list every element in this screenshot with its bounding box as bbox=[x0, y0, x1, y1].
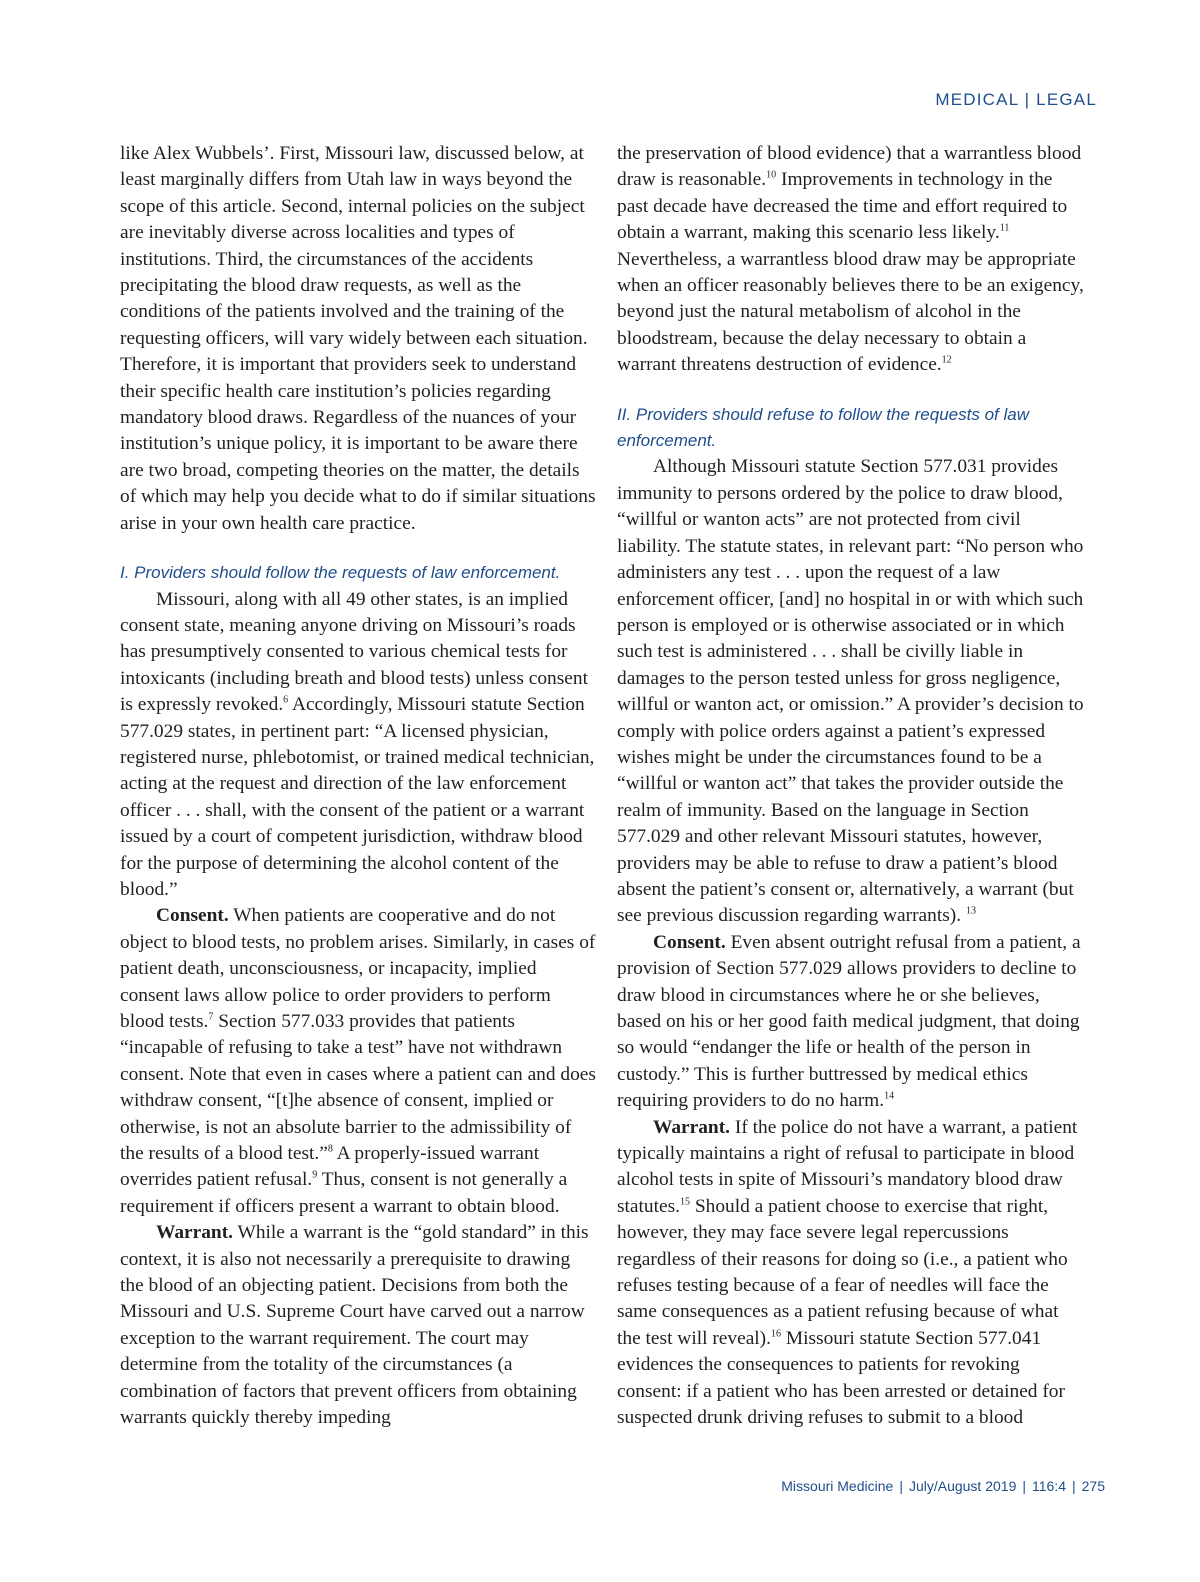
footnote-ref: 15 bbox=[680, 1196, 691, 1208]
immunity-paragraph bbox=[617, 454, 1087, 929]
warrant-run-in-heading: Warrant. bbox=[653, 1116, 731, 1138]
footnote-ref: 7 bbox=[208, 1011, 214, 1023]
paragraph-text: Accordingly, Missouri statute Section 577.029 states, in pertinent part: “A licensed physician, registered nurse, phlebotomist, or trained medical technician, acting at the request and direction of the law enforcement officer . . . shall, with the consent of the patient or a warrant issued by a court of competent jurisdiction, withdraw blood for the purpose of determining the alcohol content of the blood.” bbox=[120, 694, 595, 900]
footnote-ref: 6 bbox=[283, 694, 289, 706]
page-number: 275 bbox=[1081, 1478, 1105, 1494]
implied-consent-paragraph bbox=[120, 587, 598, 904]
footnote-ref: 8 bbox=[327, 1143, 333, 1155]
volume-issue: 116:4 bbox=[1032, 1478, 1066, 1494]
warrant-paragraph bbox=[617, 1115, 1087, 1432]
paragraph-text: When patients are cooperative and do not object to blood tests, no problem arises. Similarly, in cases of patient death, unconsciousness, or incapacity, implied consent laws allow police to order providers to perform blood tests. bbox=[120, 905, 596, 1032]
paragraph-text: Missouri statute Section 577.041 evidences the consequences to patients for revoking consent: if a patient who has been arrested or detained for suspected drunk driving refuses to submit to a blood bbox=[617, 1327, 1065, 1429]
paragraph-text: Improvements in technology in the past decade have decreased the time and effort required to obtain a warrant, making this scenario less likely. bbox=[617, 169, 1068, 244]
journal-name: Missouri Medicine bbox=[781, 1478, 894, 1494]
footnote-ref: 16 bbox=[771, 1328, 781, 1340]
consent-run-in-heading: Consent. bbox=[156, 905, 229, 927]
page-footer bbox=[781, 1478, 1105, 1494]
section-heading-2: II. Providers should refuse to follow the requests of law enforcement. bbox=[617, 404, 1029, 451]
footer-separator: | bbox=[1022, 1478, 1026, 1494]
consent-paragraph bbox=[617, 930, 1087, 1115]
footnote-ref: 9 bbox=[312, 1169, 318, 1181]
issue-date: July/August 2019 bbox=[908, 1478, 1017, 1494]
warrant-paragraph bbox=[120, 1220, 598, 1431]
continued-paragraph bbox=[617, 141, 1087, 379]
paragraph-text: Section 577.033 provides that patients “incapable of refusing to take a test” have not withdrawn consent. Note that even in cases where a patient can and does withdraw consent, “[t]he absence of consent, implied or otherwise, is not an absolute barrier to the admissibility of the results of a blood test.” bbox=[120, 1011, 596, 1165]
footnote-ref: 10 bbox=[766, 169, 777, 181]
paragraph-text: the preservation of blood evidence) that a warrantless blood draw is reasonable. bbox=[617, 143, 1082, 191]
section-label: MEDICAL | LEGAL bbox=[935, 90, 1097, 109]
paragraph-text: Should a patient choose to exercise that right, however, they may face severe legal repercussions regardless of their reasons for doing so (i.e., a patient who refuses testing because of a fear of needles will face the same consequences as a patient refusing because of what the test will reveal). bbox=[617, 1195, 1068, 1349]
left-column bbox=[120, 141, 598, 1432]
section-heading-1: I. Providers should follow the requests of law enforcement. bbox=[120, 563, 561, 583]
intro-text: like Alex Wubbels’. First, Missouri law, discussed below, at least marginally differs from Utah law in ways beyond the scope of this article. Second, internal policies on the subject are inevitably diverse across localities and types of institutions. Third, the circumstances of the accidents precipitating the blood draw requests, as well as the conditions of the patients involved and the training of the requesting officers, will vary widely between each situation. Therefore, it is important that providers seek to understand their specific health care institution’s policies regarding mandatory blood draws. Regardless of the nuances of your institution’s unique policy, it is important to be aware there are two broad, competing theories on the matter, the details of which may help you decide what to do if similar situations arise in your own health care practice. bbox=[120, 143, 596, 534]
warrant-run-in-heading: Warrant. bbox=[156, 1222, 234, 1244]
footnote-ref: 14 bbox=[884, 1090, 895, 1102]
paragraph-text: Even absent outright refusal from a patient, a provision of Section 577.029 allows providers to decline to draw blood in circumstances where he or she believes, based on his or her good faith medical judgment, that doing so would “endanger the life or health of the person in custody.” This is further buttressed by medical ethics requiring providers to do no harm. bbox=[617, 931, 1081, 1112]
footnote-ref: 12 bbox=[941, 354, 952, 366]
paragraph-text: While a warrant is the “gold standard” in this context, it is also not necessarily a prerequisite to drawing the blood of an objecting patient. Decisions from both the Missouri and U.S. Supreme Court have carved out a narrow exception to the warrant requirement. The court may determine from the totality of the circumstances (a combination of factors that prevent officers from obtaining warrants quickly thereby impeding bbox=[120, 1222, 589, 1429]
paragraph-text: Nevertheless, a warrantless blood draw may be appropriate when an officer reasonably believes there to be an exigency, beyond just the natural metabolism of alcohol in the bloodstream, because the delay necessary to obtain a warrant threatens destruction of evidence. bbox=[617, 248, 1084, 376]
paragraph-text: Although Missouri statute Section 577.031 provides immunity to persons ordered by the police to draw blood, “willful or wanton acts” are not protected from civil liability. The statute states, in relevant part: “No person who administers any test . . . upon the request of a law enforcement officer, [and] no hospital in or with which such person is employed or is otherwise associated or in which such test is administered . . . shall be civilly liable in damages to the person tested unless for gross negligence, willful or wanton act, or omission.” A provider’s decision to comply with police orders against a patient’s expressed wishes might be under the circumstances found to be a “willful or wanton act” that takes the provider outside the realm of immunity. Based on the language in Section 577.029 and other relevant Missouri statutes, however, providers may be able to refuse to draw a patient’s blood absent the patient’s consent or, alternatively, a warrant (but see previous discussion regarding warrants). bbox=[617, 456, 1084, 927]
paragraph-text: If the police do not have a warrant, a patient typically maintains a right of refusal to participate in blood alcohol tests in spite of Missouri’s mandatory blood draw statutes. bbox=[617, 1116, 1078, 1217]
footnote-ref: 11 bbox=[999, 222, 1010, 234]
paragraph-text: Missouri, along with all 49 other states, is an implied consent state, meaning anyone driving on Missouri’s roads has presumptively consented to various chemical tests for intoxicants (including breath and blood tests) unless consent is expressly revoked. bbox=[120, 588, 588, 716]
intro-paragraph bbox=[120, 141, 598, 537]
footnote-ref: 13 bbox=[965, 905, 976, 917]
right-column bbox=[617, 141, 1087, 1432]
paragraph-text: A properly-issued warrant overrides patient refusal. bbox=[120, 1143, 540, 1191]
footer-separator: | bbox=[1072, 1478, 1076, 1494]
consent-paragraph bbox=[120, 903, 598, 1220]
footer-separator: | bbox=[899, 1478, 903, 1494]
consent-run-in-heading: Consent. bbox=[653, 931, 726, 953]
paragraph-text: Thus, consent is not generally a requirement if officers present a warrant to obtain blood. bbox=[120, 1169, 568, 1217]
